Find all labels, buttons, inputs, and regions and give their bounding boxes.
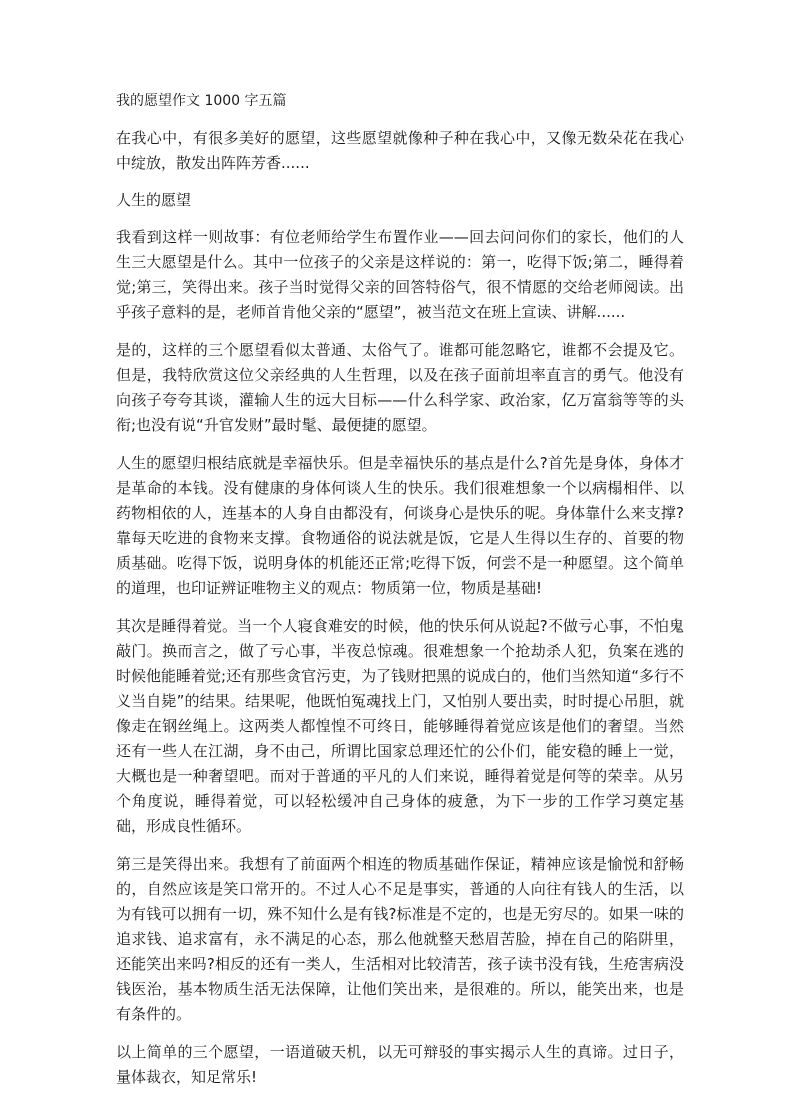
intro-paragraph: 在我心中，有很多美好的愿望，这些愿望就像种子种在我心中，又像无数朵花在我心中绽放，散发出阵阵芳香...... — [116, 129, 684, 172]
body-paragraph-1: 我看到这样一则故事：有位老师给学生布置作业——回去问问你们的家长，他们的人生三大愿望是什么。其中一位孩子的父亲是这样说的：第一，吃得下饭;第二，睡得着觉;第三，笑得出来。孩子当时觉得父亲的回答特俗气，很不情愿的交给老师阅读。出乎孩子意料的是，老师首肯他父亲的“愿望”，被当范文在班上宣读、讲解...... — [116, 228, 684, 321]
document-page — [116, 90, 684, 1103]
body-paragraph-6: 以上简单的三个愿望，一语道破天机，以无可辩驳的事实揭示人生的真谛。过日子，量体裁衣，知足常乐! — [116, 1043, 684, 1086]
body-paragraph-5: 第三是笑得出来。我想有了前面两个相连的物质基础作保证，精神应该是愉悦和舒畅的，自然应该是笑口常开的。不过人心不足是事实，普通的人向往有钱人的生活，以为有钱可以拥有一切，殊不知什么是有钱?标准是不定的，也是无穷尽的。如果一味的追求钱、追求富有，永不满足的心态，那么他就整天愁眉苦脸，掉在自己的陷阱里，还能笑出来吗?相反的还有一类人，生活相对比较清苦，孩子读书没有钱，生疮害病没钱医治，基本物质生活无法保障，让他们笑出来，是很难的。所以，能笑出来，也是有条件的。 — [116, 855, 684, 1023]
document-title: 我的愿望作文 1000 字五篇 — [116, 93, 287, 109]
body-paragraph-3: 人生的愿望归根结底就是幸福快乐。但是幸福快乐的基点是什么?首先是身体，身体才是革命的本钱。没有健康的身体何谈人生的快乐。我们很难想象一个以病榻相伴、以药物相依的人，连基本的人身自由都没有，何谈身心是快乐的呢。身体靠什么来支撑?靠每天吃进的食物来支撑。食物通俗的说法就是饭，它是人生得以生存的、首要的物质基础。吃得下饭，说明身体的机能还正常;吃得下饭，何尝不是一种愿望。这个简单的道理，也印证辨证唯物主义的观点：物质第一位，物质是基础! — [116, 454, 684, 597]
body-paragraph-2: 是的，这样的三个愿望看似太普通、太俗气了。谁都可能忽略它，谁都不会提及它。但是，我特欣赏这位父亲经典的人生哲理，以及在孩子面前坦率直言的勇气。他没有向孩子夸夸其谈，灌输人生的远大目标——什么科学家、政治家，亿万富翁等等的头衔;也没有说“升官发财”最时髦、最便捷的愿望。 — [116, 341, 684, 434]
section-heading: 人生的愿望 — [116, 191, 192, 209]
body-paragraph-4: 其次是睡得着觉。当一个人寝食难安的时候，他的快乐何从说起?不做亏心事，不怕鬼敲门。换而言之，做了亏心事，半夜总惊魂。很难想象一个抢劫杀人犯，负案在逃的时候他能睡着觉;还有那些贪官污吏，为了钱财把黑的说成白的，他们当然知道“多行不义当自毙”的结果。结果呢，他既怕冤魂找上门，又怕别人要出卖，时时提心吊胆，就像走在钢丝绳上。这两类人都惶惶不可终日，能够睡得着觉应该是他们的奢望。当然还有一些人在江湖，身不由己，所谓比国家总理还忙的公仆们，能安稳的睡上一觉，大概也是一种奢望吧。而对于普通的平凡的人们来说，睡得着觉是何等的荣幸。从另个角度说，睡得着觉，可以轻松缓冲自己身体的疲惫，为下一步的工作学习奠定基础，形成良性循环。 — [116, 617, 684, 835]
